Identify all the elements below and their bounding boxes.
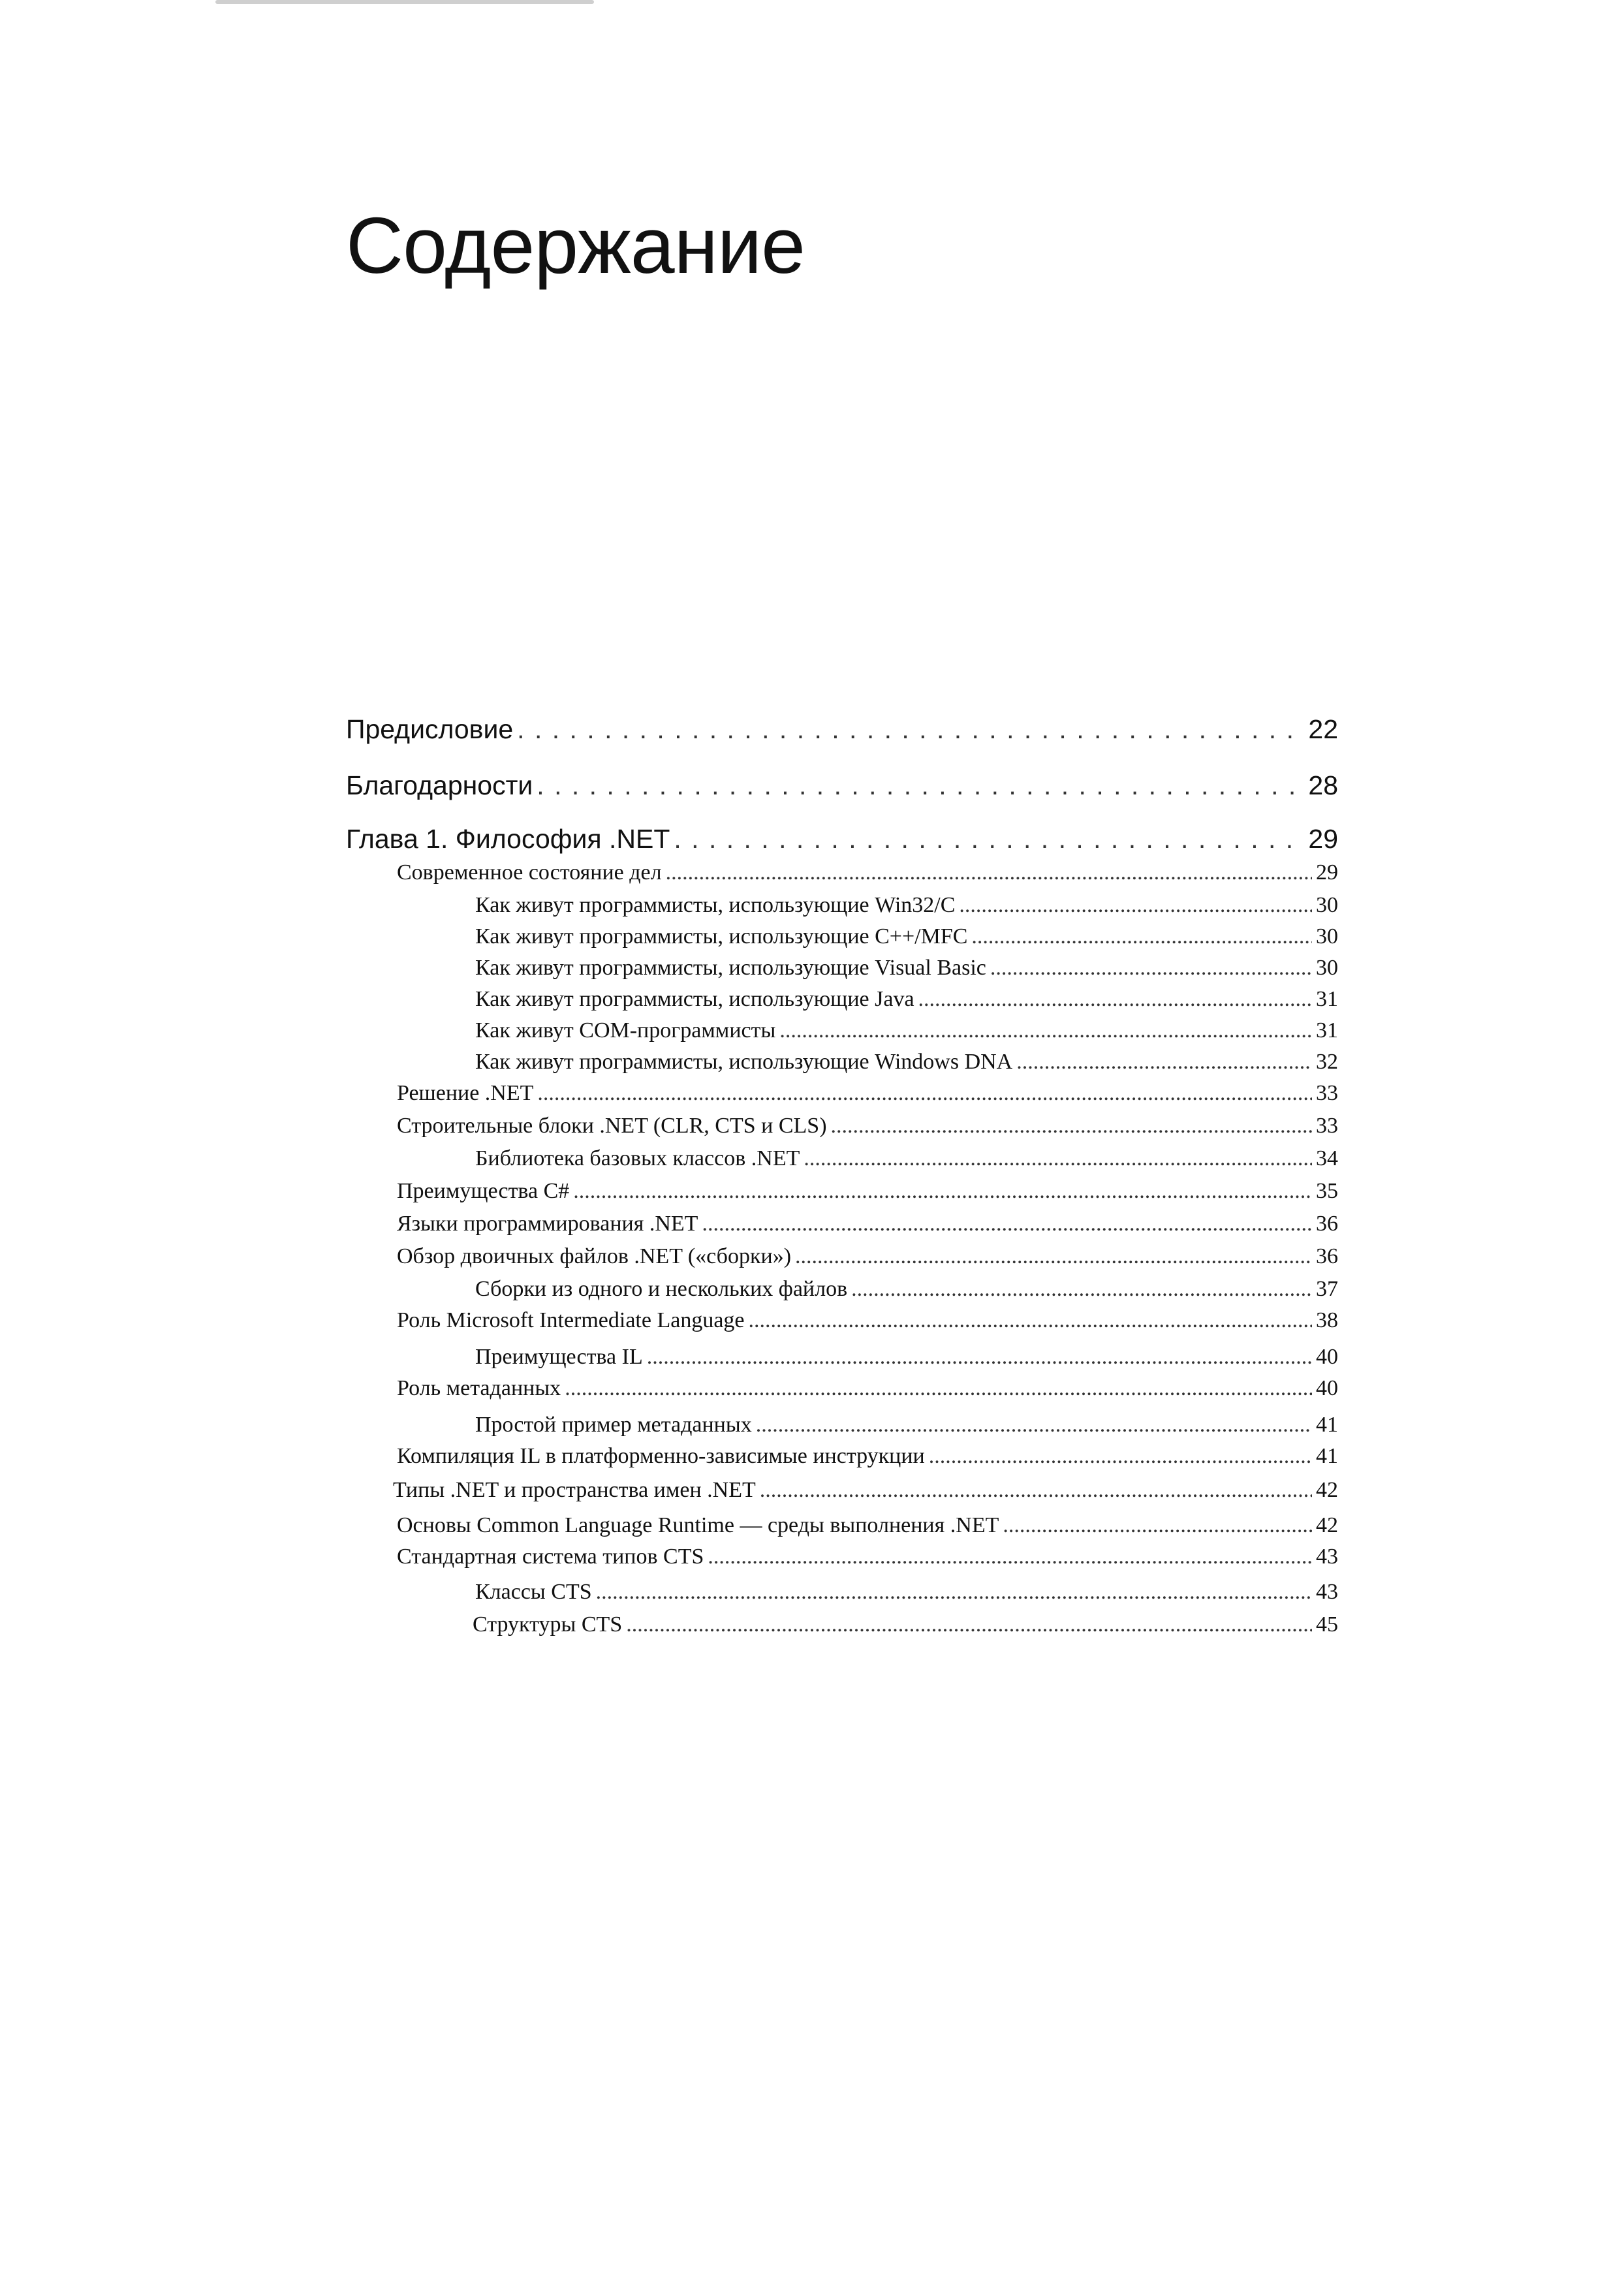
toc-entry[interactable]: [397, 1513, 1338, 1538]
toc-entry-acknowledgements[interactable]: [346, 770, 1338, 801]
toc-entry[interactable]: [393, 1478, 1338, 1503]
dot-leader: [1016, 1050, 1312, 1074]
dot-leader: [537, 1081, 1312, 1106]
toc-entry-label: Предисловие: [346, 714, 514, 744]
toc-entry[interactable]: [475, 956, 1338, 980]
toc-entry-page: 43: [1316, 1545, 1338, 1569]
toc-entry[interactable]: [475, 1050, 1338, 1074]
toc-entry-page: 43: [1316, 1580, 1338, 1604]
dot-leader: [795, 1244, 1312, 1269]
toc-entry[interactable]: [473, 1612, 1338, 1637]
toc-entry[interactable]: [475, 1580, 1338, 1605]
toc-entry-label: Как живут программисты, использующие Windows DNA: [475, 1050, 1013, 1074]
toc-entry-page: 30: [1316, 924, 1338, 949]
dot-leader: [517, 714, 1304, 745]
toc-entry-label: Классы CTS: [475, 1580, 592, 1604]
toc-entry[interactable]: [475, 893, 1338, 918]
toc-entry[interactable]: [397, 1308, 1338, 1333]
toc-entry-label: Как живут программисты, использующие C++/MFC: [475, 924, 968, 949]
toc-entry-page: 29: [1308, 824, 1338, 854]
dot-leader: [573, 1179, 1312, 1204]
toc-entry-label: Современное состояние дел: [397, 860, 662, 885]
toc-entry-label: Языки программирования .NET: [397, 1212, 698, 1236]
toc-entry-label: Преимущества IL: [475, 1345, 643, 1369]
toc-entry-page: 28: [1308, 770, 1338, 800]
toc-entry[interactable]: [475, 1413, 1338, 1437]
toc-entry-page: 42: [1316, 1513, 1338, 1537]
dot-leader: [1003, 1513, 1312, 1538]
toc-entry[interactable]: [475, 924, 1338, 949]
dot-leader: [851, 1277, 1312, 1302]
toc-entry[interactable]: [397, 1212, 1338, 1236]
dot-leader: [749, 1308, 1312, 1333]
dot-leader: [971, 924, 1312, 949]
toc-entry[interactable]: [397, 1376, 1338, 1401]
toc-entry-label: Как живут программисты, использующие Win32/C: [475, 893, 956, 917]
toc-entry-label: Основы Common Language Runtime — среды выполнения .NET: [397, 1513, 999, 1537]
dot-leader: [760, 1478, 1312, 1503]
dot-leader: [929, 1444, 1312, 1469]
toc-entry-label: Обзор двоичных файлов .NET («сборки»): [397, 1244, 792, 1268]
toc-entry-page: 36: [1316, 1244, 1338, 1268]
toc-entry[interactable]: [475, 1345, 1338, 1370]
toc-entry-preface[interactable]: [346, 714, 1338, 745]
toc-entry-label: Как живут COM-программисты: [475, 1018, 776, 1043]
dot-leader: [647, 1345, 1312, 1370]
toc-entry-label: Простой пример метаданных: [475, 1413, 752, 1437]
toc-entry-page: 32: [1316, 1050, 1338, 1074]
page-title: Содержание: [346, 201, 805, 290]
toc-entry-page: 38: [1316, 1308, 1338, 1332]
dot-leader: [804, 1146, 1312, 1171]
toc-entry-page: 31: [1316, 1018, 1338, 1043]
toc-entry-label: Сборки из одного и нескольких файлов: [475, 1277, 848, 1301]
dot-leader: [666, 860, 1312, 885]
toc-entry-label: Как живут программисты, использующие Visual Basic: [475, 956, 986, 980]
dot-leader: [779, 1018, 1312, 1043]
toc-entry[interactable]: [397, 1081, 1338, 1106]
toc-entry-label: Преимущества C#: [397, 1179, 570, 1203]
toc-entry-label: Стандартная система типов CTS: [397, 1545, 704, 1569]
toc-entry[interactable]: [475, 987, 1338, 1012]
toc-entry-label: Роль Microsoft Intermediate Language: [397, 1308, 745, 1332]
toc-entry[interactable]: [475, 1277, 1338, 1302]
dot-leader: [702, 1212, 1312, 1236]
toc-entry-page: 30: [1316, 956, 1338, 980]
toc-entry[interactable]: [397, 1114, 1338, 1138]
toc-entry-page: 40: [1316, 1345, 1338, 1369]
toc-entry-label: Решение .NET: [397, 1081, 534, 1105]
toc-entry-page: 41: [1316, 1413, 1338, 1437]
dot-leader: [596, 1580, 1312, 1605]
toc-entry-page: 31: [1316, 987, 1338, 1011]
toc-entry-page: 34: [1316, 1146, 1338, 1170]
toc-entry-page: 30: [1316, 893, 1338, 917]
toc-entry-page: 45: [1316, 1612, 1338, 1637]
toc-entry-page: 40: [1316, 1376, 1338, 1400]
toc-entry-label: Типы .NET и пространства имен .NET: [393, 1478, 756, 1502]
toc-entry[interactable]: [397, 1545, 1338, 1569]
toc-entry[interactable]: [475, 1146, 1338, 1171]
dot-leader: [708, 1545, 1312, 1569]
toc-entry-label: Структуры CTS: [473, 1612, 623, 1637]
toc-entry-page: 33: [1316, 1114, 1338, 1138]
dot-leader: [674, 824, 1304, 855]
toc-entry-label: Роль метаданных: [397, 1376, 561, 1400]
toc-entry-label: Компиляция IL в платформенно-зависимые инструкции: [397, 1444, 925, 1468]
dot-leader: [990, 956, 1312, 980]
toc-entry-page: 22: [1308, 714, 1338, 744]
toc-entry-chapter-1[interactable]: [346, 824, 1338, 855]
toc-entry-page: 37: [1316, 1277, 1338, 1301]
toc-entry-label: Как живут программисты, использующие Java: [475, 987, 914, 1011]
dot-leader: [626, 1612, 1312, 1637]
toc-entry-page: 41: [1316, 1444, 1338, 1468]
dot-leader: [756, 1413, 1312, 1437]
toc-entry-page: 42: [1316, 1478, 1338, 1502]
toc-entry[interactable]: [397, 1444, 1338, 1469]
toc-entry[interactable]: [475, 1018, 1338, 1043]
dot-leader: [565, 1376, 1312, 1401]
dot-leader: [537, 770, 1304, 801]
toc-entry-page: 33: [1316, 1081, 1338, 1105]
dot-leader: [959, 893, 1312, 918]
toc-entry[interactable]: [397, 1179, 1338, 1204]
toc-entry-page: 29: [1316, 860, 1338, 885]
dot-leader: [831, 1114, 1312, 1138]
toc-entry-label: Строительные блоки .NET (CLR, CTS и CLS): [397, 1114, 827, 1138]
toc-entry-label: Благодарности: [346, 770, 533, 800]
toc-entry[interactable]: [397, 860, 1338, 885]
toc-entry-label: Глава 1. Философия .NET: [346, 824, 670, 854]
toc-entry-page: 36: [1316, 1212, 1338, 1236]
toc-entry-page: 35: [1316, 1179, 1338, 1203]
toc-entry-label: Библиотека базовых классов .NET: [475, 1146, 800, 1170]
toc-entry[interactable]: [397, 1244, 1338, 1269]
dot-leader: [918, 987, 1312, 1012]
